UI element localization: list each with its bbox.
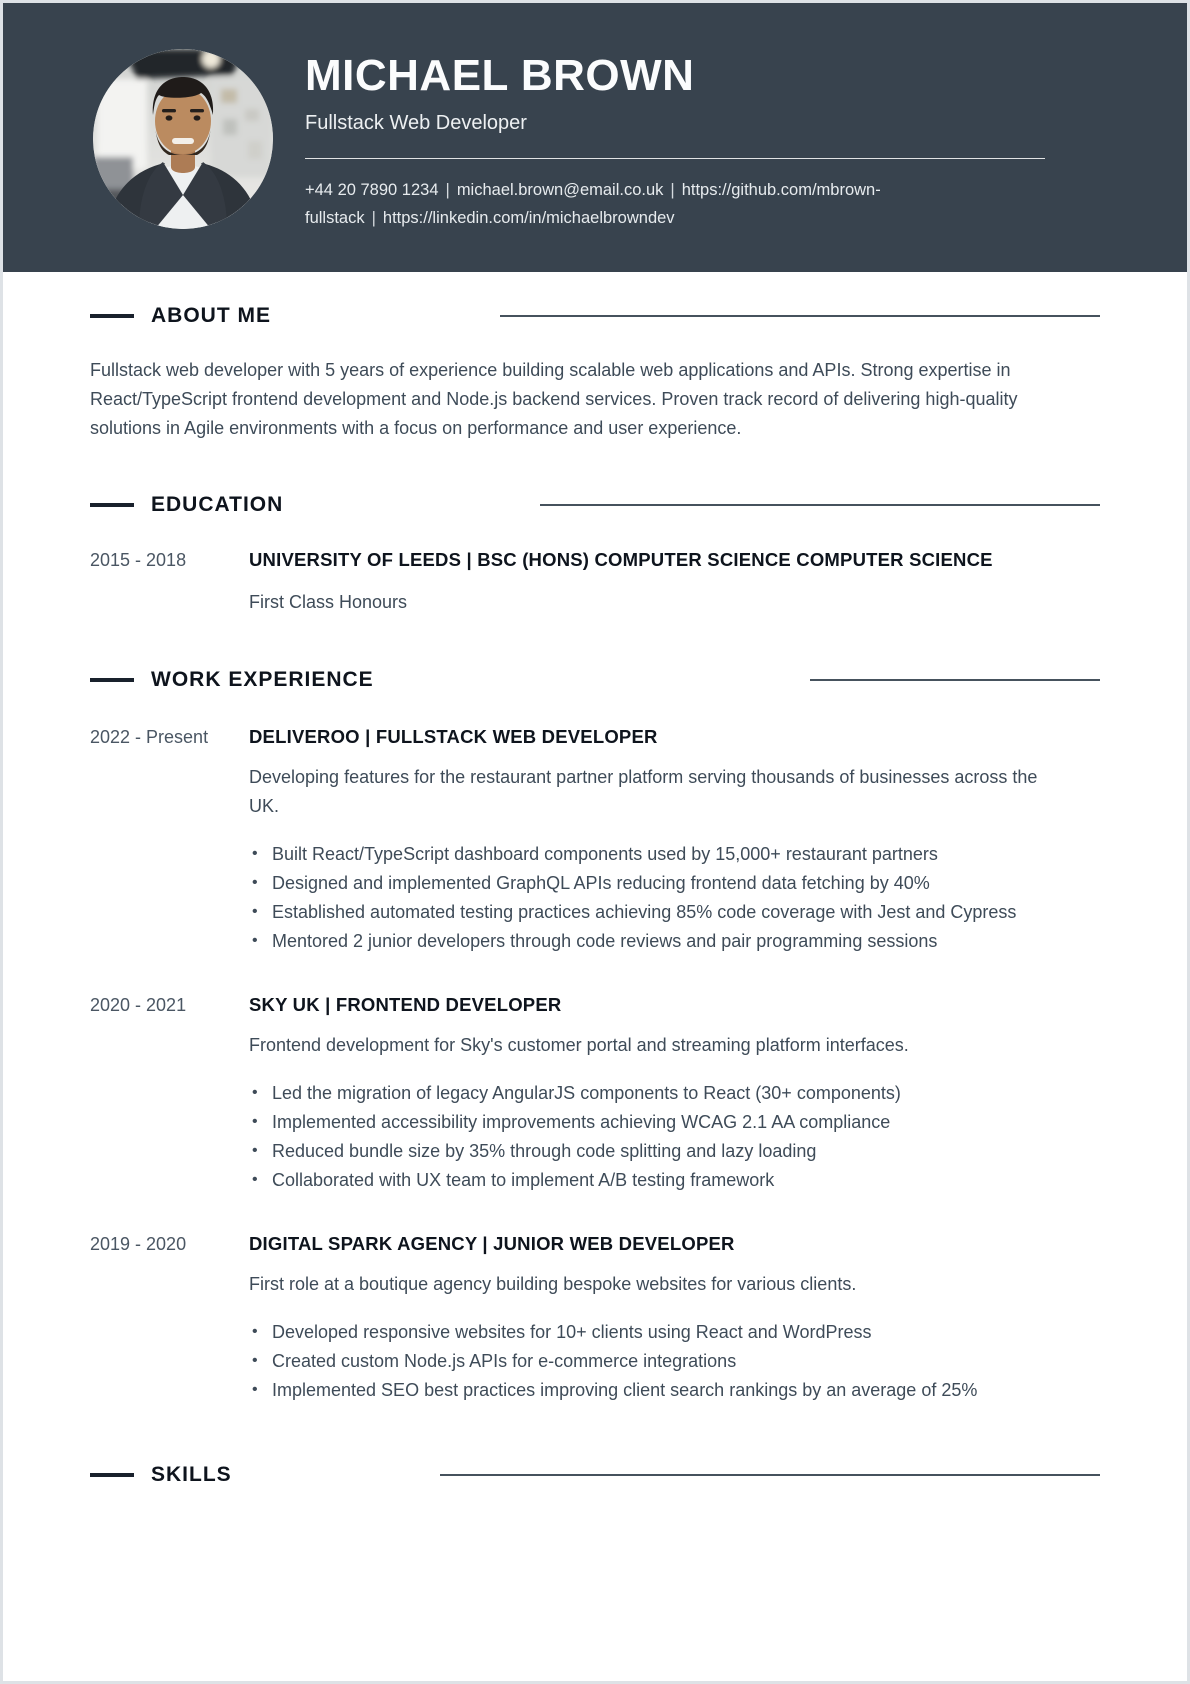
section-heading-skills: SKILLS: [151, 1463, 232, 1486]
bullet-item: • Reduced bundle size by 35% through code splitting and lazy loading: [249, 1137, 1039, 1166]
contact-linkedin: https://linkedin.com/in/michaelbrowndev: [382, 209, 675, 228]
entry-subtitle: First Class Honours: [249, 592, 408, 612]
header-divider: [305, 158, 1045, 159]
bullet-item: • Designed and implemented GraphQL APIs reducing frontend data fetching by 40%: [249, 869, 1039, 898]
section-rule: [440, 1474, 1100, 1476]
section-heading-about: ABOUT ME: [151, 304, 271, 327]
resume-body: [3, 272, 1187, 1485]
bullet-item: • Created custom Node.js APIs for e-commerce integrations: [249, 1347, 1039, 1376]
job-title: Fullstack Web Developer: [305, 112, 527, 135]
entry-description: Frontend development for Sky's customer portal and streaming platform interfaces.: [249, 1035, 909, 1055]
contact-separator: |: [371, 209, 376, 228]
heading-dash: [90, 314, 134, 318]
entry-title: UNIVERSITY OF LEEDS | BSC (HONS) COMPUTER SCIENCE COMPUTER SCIENCE: [249, 549, 993, 570]
header: [3, 3, 1187, 272]
heading-dash: [90, 503, 134, 507]
bullet-item: • Implemented SEO best practices improving client search rankings by an average of 25%: [249, 1376, 1039, 1405]
entry-dates: 2022 - Present: [90, 727, 209, 747]
profile-photo: [93, 49, 273, 229]
education-entry: [90, 547, 1100, 616]
bullet-item: • Implemented accessibility improvements achieving WCAG 2.1 AA compliance: [249, 1108, 1039, 1137]
bullet-item: • Established automated testing practices achieving 85% code coverage with Jest and Cypress: [249, 898, 1039, 927]
entry-title: DIGITAL SPARK AGENCY | JUNIOR WEB DEVELOPER: [249, 1233, 735, 1254]
entry-bullets: [249, 1318, 1039, 1405]
heading-dash: [90, 678, 134, 682]
profile-photo-illustration: [93, 49, 273, 229]
heading-dash: [90, 1473, 134, 1477]
section-head-skills: [90, 1465, 1100, 1485]
section-rule: [810, 679, 1100, 681]
work-entry: [90, 724, 1100, 956]
entry-bullets: [249, 1079, 1039, 1195]
bullet-item: • Led the migration of legacy AngularJS components to React (30+ components): [249, 1079, 1039, 1108]
contact-separator: |: [445, 181, 450, 200]
section-head-education: [90, 495, 1100, 515]
bullet-item: • Collaborated with UX team to implement A/B testing framework: [249, 1166, 1039, 1195]
section-rule: [500, 315, 1100, 317]
bullet-item: • Mentored 2 junior developers through code reviews and pair programming sessions: [249, 927, 1039, 956]
contact-email: michael.brown@email.co.uk: [456, 181, 664, 200]
bullet-item: • Built React/TypeScript dashboard components used by 15,000+ restaurant partners: [249, 840, 1039, 869]
work-entry: [90, 992, 1100, 1195]
entry-dates: 2019 - 2020: [90, 1234, 187, 1254]
entry-bullets: [249, 840, 1039, 956]
contact-github: https://github.com/mbrown-fullstack: [305, 181, 881, 228]
entry-title: DELIVEROO | FULLSTACK WEB DEVELOPER: [249, 726, 658, 747]
contact-info: [305, 176, 1045, 232]
about-text: Fullstack web developer with 5 years of experience building scalable web applications and APIs. Strong expertise in React/TypeScript frontend development and Node.js backend services. Proven track record of delivering high-quality solutions in Agile environments with a focus on performance and user experience.: [90, 360, 1018, 438]
entry-dates: 2020 - 2021: [90, 995, 187, 1015]
section-heading-work: WORK EXPERIENCE: [151, 668, 374, 691]
name: MICHAEL BROWN: [305, 51, 695, 100]
entry-description: First role at a boutique agency building bespoke websites for various clients.: [249, 1274, 857, 1294]
entry-title: SKY UK | FRONTEND DEVELOPER: [249, 994, 562, 1015]
work-entry: [90, 1231, 1100, 1405]
entry-description: Developing features for the restaurant partner platform serving thousands of businesses across the UK.: [249, 767, 1038, 816]
section-heading-education: EDUCATION: [151, 493, 284, 516]
section-head-work: [90, 670, 1100, 690]
entry-dates: 2015 - 2018: [90, 550, 187, 570]
contact-phone: +44 20 7890 1234: [305, 181, 439, 200]
section-rule: [540, 504, 1100, 506]
section-head-about: [90, 306, 1100, 326]
contact-separator: |: [670, 181, 675, 200]
bullet-item: • Developed responsive websites for 10+ clients using React and WordPress: [249, 1318, 1039, 1347]
